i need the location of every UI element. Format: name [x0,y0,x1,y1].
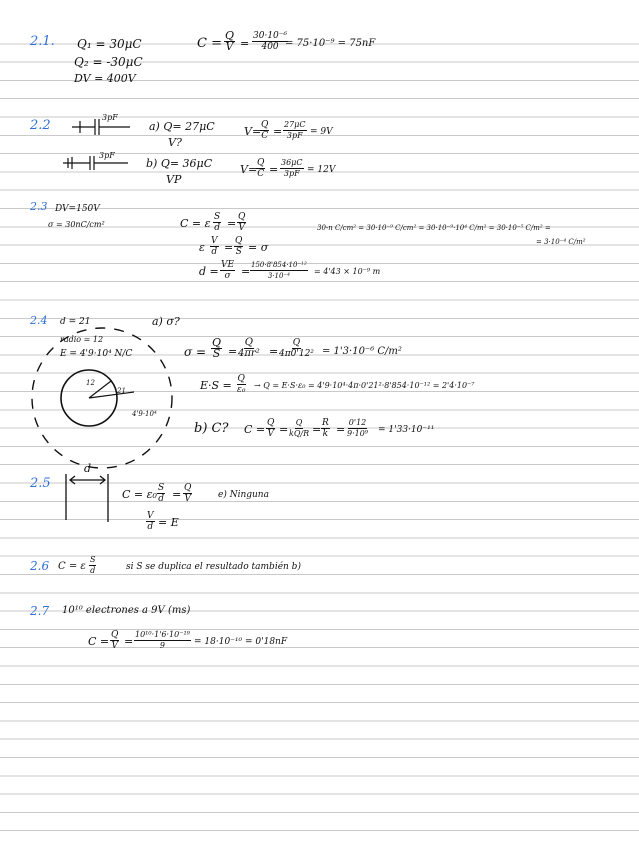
field-label: 4'9·10⁴ [132,410,157,418]
capacitance-result: = 75·10⁻⁹ = 75nF [285,38,376,49]
fraction-s-over-d [157,483,165,504]
given-sigma: σ = 30nC/cm² [48,220,105,229]
denominator: 9 [159,641,165,650]
c-lhs: C = [88,635,110,648]
denominator: σ [224,271,231,281]
equals: = [228,345,238,358]
gauss-result: → Q = E·S·ε₀ = 4'9·10⁴·4π·0'21²·8'854·10⁻¹² = 2'4·10⁻⁷ [254,381,475,390]
problem-number-2-7: 2.7 [30,604,50,618]
numerator: Q [244,337,253,348]
part-a-label: a) σ? [152,315,180,328]
equals: = [269,163,279,176]
equals: = [224,241,234,254]
denominator: C [261,131,269,141]
numerator: Q [267,418,275,428]
c-lhs: C = [244,423,266,436]
denominator: C [257,169,265,179]
c-result: = 1'33·10⁻¹¹ [378,425,435,435]
given-q2: Q₂ = -30μC [74,55,143,69]
numerator: Q [237,374,245,384]
denominator: S [235,247,242,257]
denominator: kQ/R [289,429,310,438]
denominator: V [238,223,245,233]
numerator: Q [295,418,303,427]
numerator: Q [184,483,192,493]
capacitor-label: 3pF [102,113,118,122]
fraction-q-over-v [183,483,192,504]
problem-number-2-1: 2.1. [30,34,55,49]
numerator: Q [212,336,222,349]
problem-number-2-2: 2.2 [30,118,51,133]
capacitance-lhs: C = [197,36,222,51]
numerator: Q [225,29,235,42]
numerator: 150·8'854·10⁻¹² [251,261,307,269]
numerator: 0'12 [348,418,367,427]
problem-number-2-3: 2.3 [30,200,48,213]
denominator: V [184,494,191,504]
equals: = [269,345,279,358]
numerator: Q [111,630,119,640]
gauss-lhs: E·S = [200,379,232,392]
d-lhs: d = [199,265,219,278]
radius-label: 12 [86,379,95,387]
sigma-result: = 1'3·10⁻⁶ C/m² [322,346,402,357]
v-lhs-a: V= [244,125,262,138]
denominator: V [267,429,274,439]
d-result: = 4'43 × 10⁻⁹ m [314,267,381,276]
given-dv: DV=150V [55,204,100,214]
unit-conversion: 30-n C/cm² = 30·10⁻⁹ C/cm² = 30·10⁻⁹·10⁴ C/m² = 30·10⁻⁵ C/m² = [317,224,551,232]
numerator: Q [292,338,301,348]
c-lhs: C = ε [58,561,86,572]
numerator: Q [261,120,269,130]
numerator: V [211,236,218,246]
numerator: Q [238,212,246,222]
numerator: 30·10⁻⁶ [253,31,288,41]
c-result: = 18·10⁻¹⁰ = 0'18nF [194,637,288,647]
numerator: S [214,212,221,222]
given-dv: DV = 400V [74,72,136,85]
fraction-values [134,630,191,651]
denominator: 9·10⁹ [347,429,369,438]
given-d: d = 21 [60,317,91,327]
numerator: 10¹⁰·1'6·10⁻¹⁹ [135,630,190,639]
part-b-given: b) Q= 36μC [146,157,213,170]
denominator: S [212,347,221,360]
denominator: 3·10⁻⁴ [267,272,290,280]
equals: = [279,423,289,436]
result-b: = 12V [307,165,336,175]
part-b-label: b) C? [194,421,229,436]
equals: = [241,265,251,278]
epsilon: ε [199,241,205,254]
numerator: R [322,418,329,428]
numerator: 27μC [284,120,306,129]
numerator: S [158,483,165,493]
denominator: d [147,522,154,532]
denominator: 4π0'12² [279,349,314,359]
equals: = [172,488,182,501]
v-lhs-b: V= [240,163,258,176]
denominator: 400 [261,42,279,52]
denominator: V [111,641,118,651]
equals-e: = E [158,516,179,529]
answer: e) Ninguna [218,490,269,500]
part-b-find: VP [166,173,182,186]
c-lhs: C = ε [180,217,211,230]
denominator: k [322,429,329,439]
denominator: ε₀ [237,385,246,395]
capacitor-label-b: 3pF [99,151,115,160]
problem-number-2-6: 2.6 [30,559,50,573]
c-lhs: C = ε₀ [122,488,157,501]
given-radius: radio = 12 [60,335,104,344]
equals: = [336,423,346,436]
fraction-v-over-d [146,511,155,532]
distance-label: 21 [117,387,126,395]
given-q1: Q₁ = 30μC [77,37,142,51]
equals: = [124,635,134,648]
part-a-find: V? [168,136,182,149]
denominator: d [214,223,220,233]
numerator: Q [235,236,243,246]
result-a: = 9V [310,127,333,137]
numerator: S [90,555,96,564]
problem-title: 10¹⁰ electrones a 9V (ms) [62,605,191,616]
problem-number-2-5: 2.5 [30,476,51,491]
numerator: VE [221,260,235,270]
denominator: 3pF [286,131,303,140]
unit-conversion-result: = 3·10⁻⁴ C/m² [536,238,586,246]
denominator: d [90,566,96,575]
denominator: V [225,40,234,53]
numerator: 36μC [281,158,303,167]
fraction-q-over-v [110,630,119,651]
given-field: E = 4'9·10⁴ N/C [60,349,133,359]
equals: = [312,423,322,436]
denominator: 4πr² [238,348,260,359]
numerator: Q [257,158,265,168]
part-a-given: a) Q= 27μC [149,120,215,133]
denominator: d [158,494,164,504]
statement: si S se duplica el resultado también b) [126,562,301,572]
equals: = [273,125,283,138]
denominator: d [211,247,218,257]
equals: = [227,217,237,230]
distance-label: d [84,462,92,475]
sigma-lhs: σ = [184,345,207,359]
numerator: V [147,511,154,521]
equals-sigma: = σ [248,241,269,254]
fraction-s-over-d [89,555,96,576]
problem-number-2-4: 2.4 [30,314,48,327]
denominator: 3pF [283,169,300,178]
equals: = [240,37,250,50]
